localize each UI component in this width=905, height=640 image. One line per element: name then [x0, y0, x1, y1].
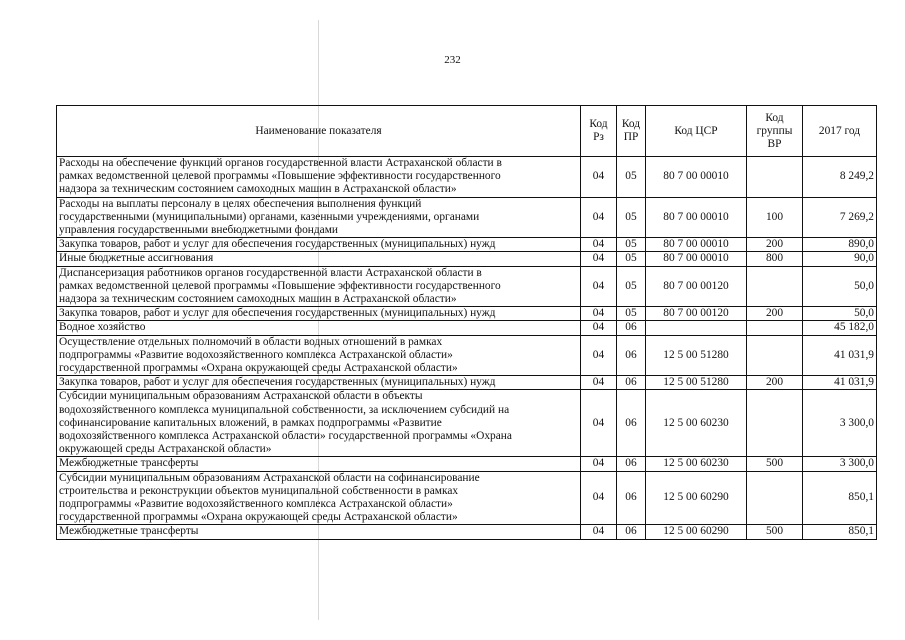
row-name-line: водохозяйственного комплекса муниципальной собственности, за исключением субсидий на	[59, 403, 510, 416]
row-name-cell	[57, 471, 581, 525]
row-vr-cell: 100	[747, 197, 803, 238]
row-name-line: Иные бюджетные ассигнования	[59, 252, 214, 265]
row-name-line: подпрограммы «Развитие водохозяйственного комплекса Астраханской области»	[59, 498, 453, 511]
header-csr: Код ЦСР	[646, 106, 747, 157]
row-name-line: Закупка товаров, работ и услуг для обеспечения государственных (муниципальных) нужд	[59, 307, 496, 320]
budget-table	[56, 105, 877, 540]
row-amount-cell: 7 269,2	[803, 197, 877, 238]
row-name-line: Расходы на обеспечение функций органов государственной власти Астраханской области в	[59, 157, 502, 169]
row-csr-cell: 80 7 00 00010	[646, 197, 747, 238]
row-name-line: управления государственными внебюджетными фондами	[59, 224, 339, 237]
row-csr-cell: 80 7 00 00010	[646, 157, 747, 198]
row-vr-cell: 500	[747, 457, 803, 471]
row-name-line: окружающей среды Астраханской области»	[59, 443, 272, 456]
row-rz-cell: 04	[581, 252, 617, 266]
row-csr-cell: 12 5 00 60290	[646, 471, 747, 525]
row-csr-cell: 12 5 00 60230	[646, 390, 747, 457]
row-csr-cell: 12 5 00 60230	[646, 457, 747, 471]
row-rz-cell: 04	[581, 390, 617, 457]
header-vr: Код группы ВР	[747, 106, 803, 157]
row-name-cell	[57, 390, 581, 457]
row-name-line: надзора за техническим состоянием самоходных машин в Астраханской области»	[59, 293, 457, 306]
row-amount-cell: 8 249,2	[803, 157, 877, 198]
row-rz-cell: 04	[581, 157, 617, 198]
row-amount-cell: 3 300,0	[803, 390, 877, 457]
row-csr-cell: 80 7 00 00120	[646, 307, 747, 321]
row-vr-cell	[747, 390, 803, 457]
table-row	[57, 321, 877, 335]
row-name-cell	[57, 525, 581, 539]
row-csr-cell: 80 7 00 00120	[646, 266, 747, 307]
row-amount-cell: 850,1	[803, 525, 877, 539]
row-amount-cell: 50,0	[803, 307, 877, 321]
row-name-line: строительства и реконструкции объектов муниципальной собственности в рамках	[59, 484, 459, 497]
table-row	[57, 335, 877, 376]
row-name-line: Субсидии муниципальным образованиям Астраханской области на софинансирование	[59, 471, 480, 484]
row-vr-cell	[747, 335, 803, 376]
row-amount-cell: 41 031,9	[803, 335, 877, 376]
row-name-cell	[57, 252, 581, 266]
header-year: 2017 год	[803, 106, 877, 157]
row-pr-cell: 06	[617, 390, 646, 457]
table-row	[57, 252, 877, 266]
row-name-line: государственной программы «Охрана окружающей среды Астраханской области»	[59, 511, 458, 524]
row-amount-cell: 890,0	[803, 238, 877, 252]
row-amount-cell: 45 182,0	[803, 321, 877, 335]
row-rz-cell: 04	[581, 376, 617, 390]
row-vr-cell	[747, 471, 803, 525]
row-vr-cell	[747, 266, 803, 307]
row-amount-cell: 90,0	[803, 252, 877, 266]
row-csr-cell	[646, 321, 747, 335]
table-row	[57, 307, 877, 321]
row-pr-cell: 05	[617, 238, 646, 252]
row-csr-cell: 12 5 00 51280	[646, 376, 747, 390]
header-row	[57, 106, 877, 157]
row-vr-cell: 200	[747, 376, 803, 390]
row-vr-cell: 200	[747, 238, 803, 252]
row-name-cell	[57, 266, 581, 307]
row-pr-cell: 05	[617, 307, 646, 321]
row-name-line: Субсидии муниципальным образованиям Астраханской области в объекты	[59, 390, 423, 403]
row-name-line: софинансирование капитальных вложений, в рамках подпрограммы «Развитие	[59, 416, 442, 429]
row-name-cell	[57, 197, 581, 238]
row-csr-cell: 80 7 00 00010	[646, 238, 747, 252]
row-csr-cell: 12 5 00 60290	[646, 525, 747, 539]
row-vr-cell: 500	[747, 525, 803, 539]
row-name-line: государственными (муниципальными) органами, казенными учреждениями, органами	[59, 210, 480, 223]
row-pr-cell: 06	[617, 376, 646, 390]
row-name-cell	[57, 238, 581, 252]
row-amount-cell: 3 300,0	[803, 457, 877, 471]
table-row	[57, 238, 877, 252]
row-csr-cell: 12 5 00 51280	[646, 335, 747, 376]
row-rz-cell: 04	[581, 335, 617, 376]
header-rz: Код Рз	[581, 106, 617, 157]
row-name-line: Диспансеризация работников органов государственной власти Астраханской области в	[59, 266, 482, 279]
row-rz-cell: 04	[581, 525, 617, 539]
row-name-line: водохозяйственного комплекса Астраханской области» государственной программы «Охрана	[59, 430, 512, 443]
row-rz-cell: 04	[581, 471, 617, 525]
header-name: Наименование показателя	[57, 106, 581, 157]
table-body	[57, 157, 877, 540]
page-number: 232	[444, 54, 461, 66]
row-pr-cell: 06	[617, 525, 646, 539]
row-name-line: Расходы на выплаты персоналу в целях обеспечения выполнения функций	[59, 197, 422, 210]
row-pr-cell: 06	[617, 471, 646, 525]
row-pr-cell: 05	[617, 266, 646, 307]
row-name-line: Межбюджетные трансферты	[59, 525, 199, 538]
row-name-line: государственной программы «Охрана окружающей среды Астраханской области»	[59, 362, 458, 375]
row-name-cell	[57, 376, 581, 390]
row-name-line: Осуществление отдельных полномочий в области водных отношений в рамках	[59, 335, 443, 348]
row-pr-cell: 06	[617, 321, 646, 335]
row-rz-cell: 04	[581, 321, 617, 335]
row-vr-cell	[747, 157, 803, 198]
row-name-line: Межбюджетные трансферты	[59, 457, 199, 470]
row-name-cell	[57, 321, 581, 335]
table-row	[57, 457, 877, 471]
row-amount-cell: 850,1	[803, 471, 877, 525]
header-pr: Код ПР	[617, 106, 646, 157]
table-row	[57, 390, 877, 457]
row-name-line: надзора за техническим состоянием самоходных машин в Астраханской области»	[59, 183, 457, 196]
table-row	[57, 266, 877, 307]
row-name-line: Закупка товаров, работ и услуг для обеспечения государственных (муниципальных) нужд	[59, 376, 496, 389]
row-rz-cell: 04	[581, 197, 617, 238]
row-name-line: Водное хозяйство	[59, 321, 146, 334]
row-rz-cell: 04	[581, 307, 617, 321]
row-rz-cell: 04	[581, 238, 617, 252]
row-name-cell	[57, 307, 581, 321]
row-name-line: Закупка товаров, работ и услуг для обеспечения государственных (муниципальных) нужд	[59, 238, 496, 251]
row-csr-cell: 80 7 00 00010	[646, 252, 747, 266]
row-name-cell	[57, 457, 581, 471]
row-name-line: рамках ведомственной целевой программы «Повышение эффективности государственного	[59, 170, 501, 183]
row-name-cell	[57, 335, 581, 376]
row-pr-cell: 05	[617, 157, 646, 198]
row-vr-cell: 200	[747, 307, 803, 321]
row-amount-cell: 41 031,9	[803, 376, 877, 390]
table-row	[57, 157, 877, 198]
row-vr-cell	[747, 321, 803, 335]
row-pr-cell: 05	[617, 197, 646, 238]
row-rz-cell: 04	[581, 457, 617, 471]
row-amount-cell: 50,0	[803, 266, 877, 307]
table-row	[57, 471, 877, 525]
table-row	[57, 197, 877, 238]
row-name-cell	[57, 157, 581, 198]
table-row	[57, 376, 877, 390]
row-pr-cell: 06	[617, 457, 646, 471]
row-pr-cell: 06	[617, 335, 646, 376]
row-vr-cell: 800	[747, 252, 803, 266]
row-name-line: рамках ведомственной целевой программы «Повышение эффективности государственного	[59, 279, 501, 292]
row-pr-cell: 05	[617, 252, 646, 266]
table-row	[57, 525, 877, 539]
row-name-line: подпрограммы «Развитие водохозяйственного комплекса Астраханской области»	[59, 348, 453, 361]
row-rz-cell: 04	[581, 266, 617, 307]
